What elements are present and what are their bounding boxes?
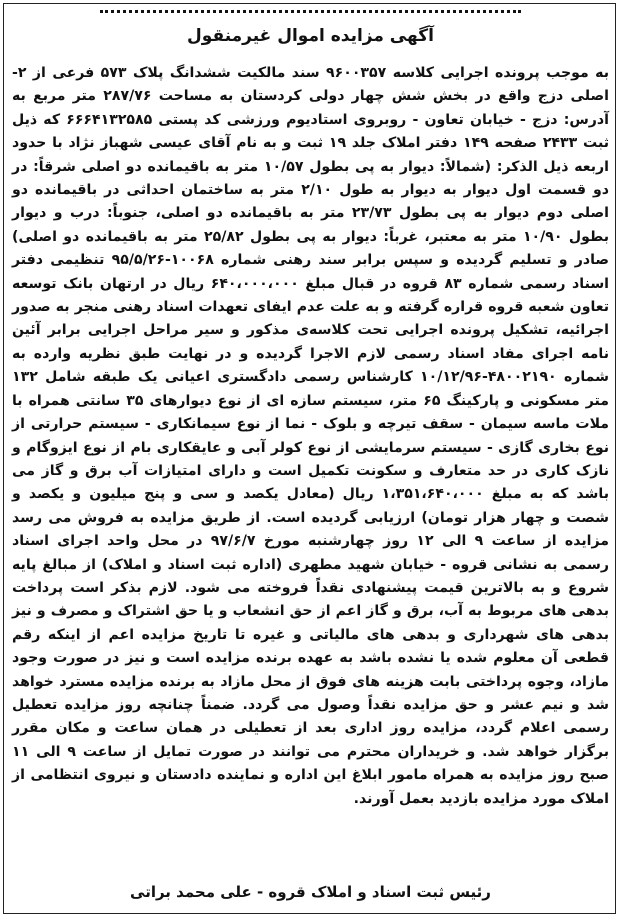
signature-line: رئیس ثبت اسناد و املاک قروه - علی محمد براتی [130,883,491,901]
notice-title: آگهی مزایده اموال غیرمنقول [187,26,434,46]
top-dotted-divider [100,10,521,13]
notice-body: به موجب پرونده اجرایی کلاسه ۹۶۰۰۳۵۷ سند مالکیت ششدانگ پلاک ۵۷۳ فرعی از ۲- اصلی دزج واقع در بخش شش چهار دولی کردستان به مساحت ۲۸۷/۷۶ متر مربع به آدرس: دزج - خیابان تعاون - روبروی استادیوم ورزشی کد پستی ۶۶۶۴۱۳۲۵۸۵ که ذیل ثبت ۲۴۳۳ صفحه ۱۴۹ دفتر املاک جلد ۱۹ ثبت و به نام آقای عیسی شهباز نژاد با حدود اربعه ذیل الذکر: (شمالاً: دیوار به پی بطول ۱۰/۵۷ متر به باقیمانده دو اصلی شرقاً: در دو قسمت اول دیوار به دیوار به طول ۲/۱۰ متر به ساختمان احداثی در باقیمانده دو اصلی دوم دیوار به پی بطول ۲۳/۷۳ متر به باقیمانده دو اصلی، جنوباً: درب و دیوار بطول ۱۰/۹۰ متر به معتبر، غرباً: دیوار به پی بطول ۲۵/۸۲ متر به باقیمانده دو اصلی) صادر و تسلیم گردیده و سپس برابر سند رهنی شماره ۱۰۰۶۸-۹۵/۵/۲۶ تنظیمی دفتر اسناد رسمی شماره ۸۳ قروه در قبال مبلغ ۶۴۰،۰۰۰،۰۰۰ ریال در ارتهان بانک توسعه تعاون شعبه قروه قراره گرفته و به علت عدم ایفای تعهدات اسناد رهنی منجر به صدور اجرائیه، تشکیل پرونده اجرایی تحت کلاسه‌ی مذکور و سیر مراحل اجرایی برابر آئین نامه اجرای مفاد اسناد رسمی لازم الاجرا گردیده و در نهایت طبق نظریه وارده به شماره ۴۸۰۰۲۱۹۰-۱۰/۱۲/۹۶ کارشناس رسمی دادگستری اعیانی یک طبقه شامل ۱۳۲ متر مسکونی و پارکینگ ۶۵ متر، سیستم سازه ای از نوع دیوارهای ۳۵ سانتی همراه با ملات ماسه سیمان - سقف تیرچه و بلوک - نما از نوع سیمانکاری - سیستم حرارتی از نوع بخاری گازی - سیستم سرمایشی از نوع کولر آبی و عایقکاری بام از نوع ایزوگام و نازک کاری در حد متعارف و سکونت تکمیل است و دارای امتیازات آب برق و گاز می باشد که به مبلغ ۱،۳۵۱،۶۴۰،۰۰۰ ریال (معادل یکصد و سی و پنج میلیون و یکصد و شصت و چهار هزار تومان) ارزیابی گردیده است. از طریق مزایده به فروش می رسد مزایده از ساعت ۹ الی ۱۲ روز چهارشنبه مورخ ۹۷/۶/۷ در محل واحد اجرای اسناد رسمی به نشانی قروه - خیابان شهید مطهری (اداره ثبت اسناد و املاک) از مبالغ پایه شروع و به بالاترین قیمت پیشنهادی نقداً فروخته می شود. لازم بذکر است پرداخت بدهی های مربوط به آب، برق و گاز اعم از حق انشعاب و یا حق اشتراک و مصرف و نیز بدهی های شهرداری و بدهی های مالیاتی و غیره تا تاریخ مزایده اعم از اینکه رقم قطعی آن معلوم شده یا نشده باشد به عهده برنده مزایده است و نیز در صورت وجود مازاد، وجوه پرداختی بابت هزینه های فوق از محل مازاد به برنده مزایده مسترد خواهد شد و نیم عشر و حق مزایده نقداً وصول می گردد. ضمناً چنانچه روز مزایده تعطیل رسمی اعلام گردد، مزایده روز اداری بعد از تعطیلی در همان ساعت و مکان مقرر برگزار خواهد شد. و خریداران محترم می توانند در صورت تمایل از ساعت ۹ الی ۱۱ صبح روز مزایده به همراه مامور ابلاغ این اداره و نماینده دادستان و نیروی انتظامی از املاک مورد مزایده بازدید بعمل آورند. [12,65,610,807]
